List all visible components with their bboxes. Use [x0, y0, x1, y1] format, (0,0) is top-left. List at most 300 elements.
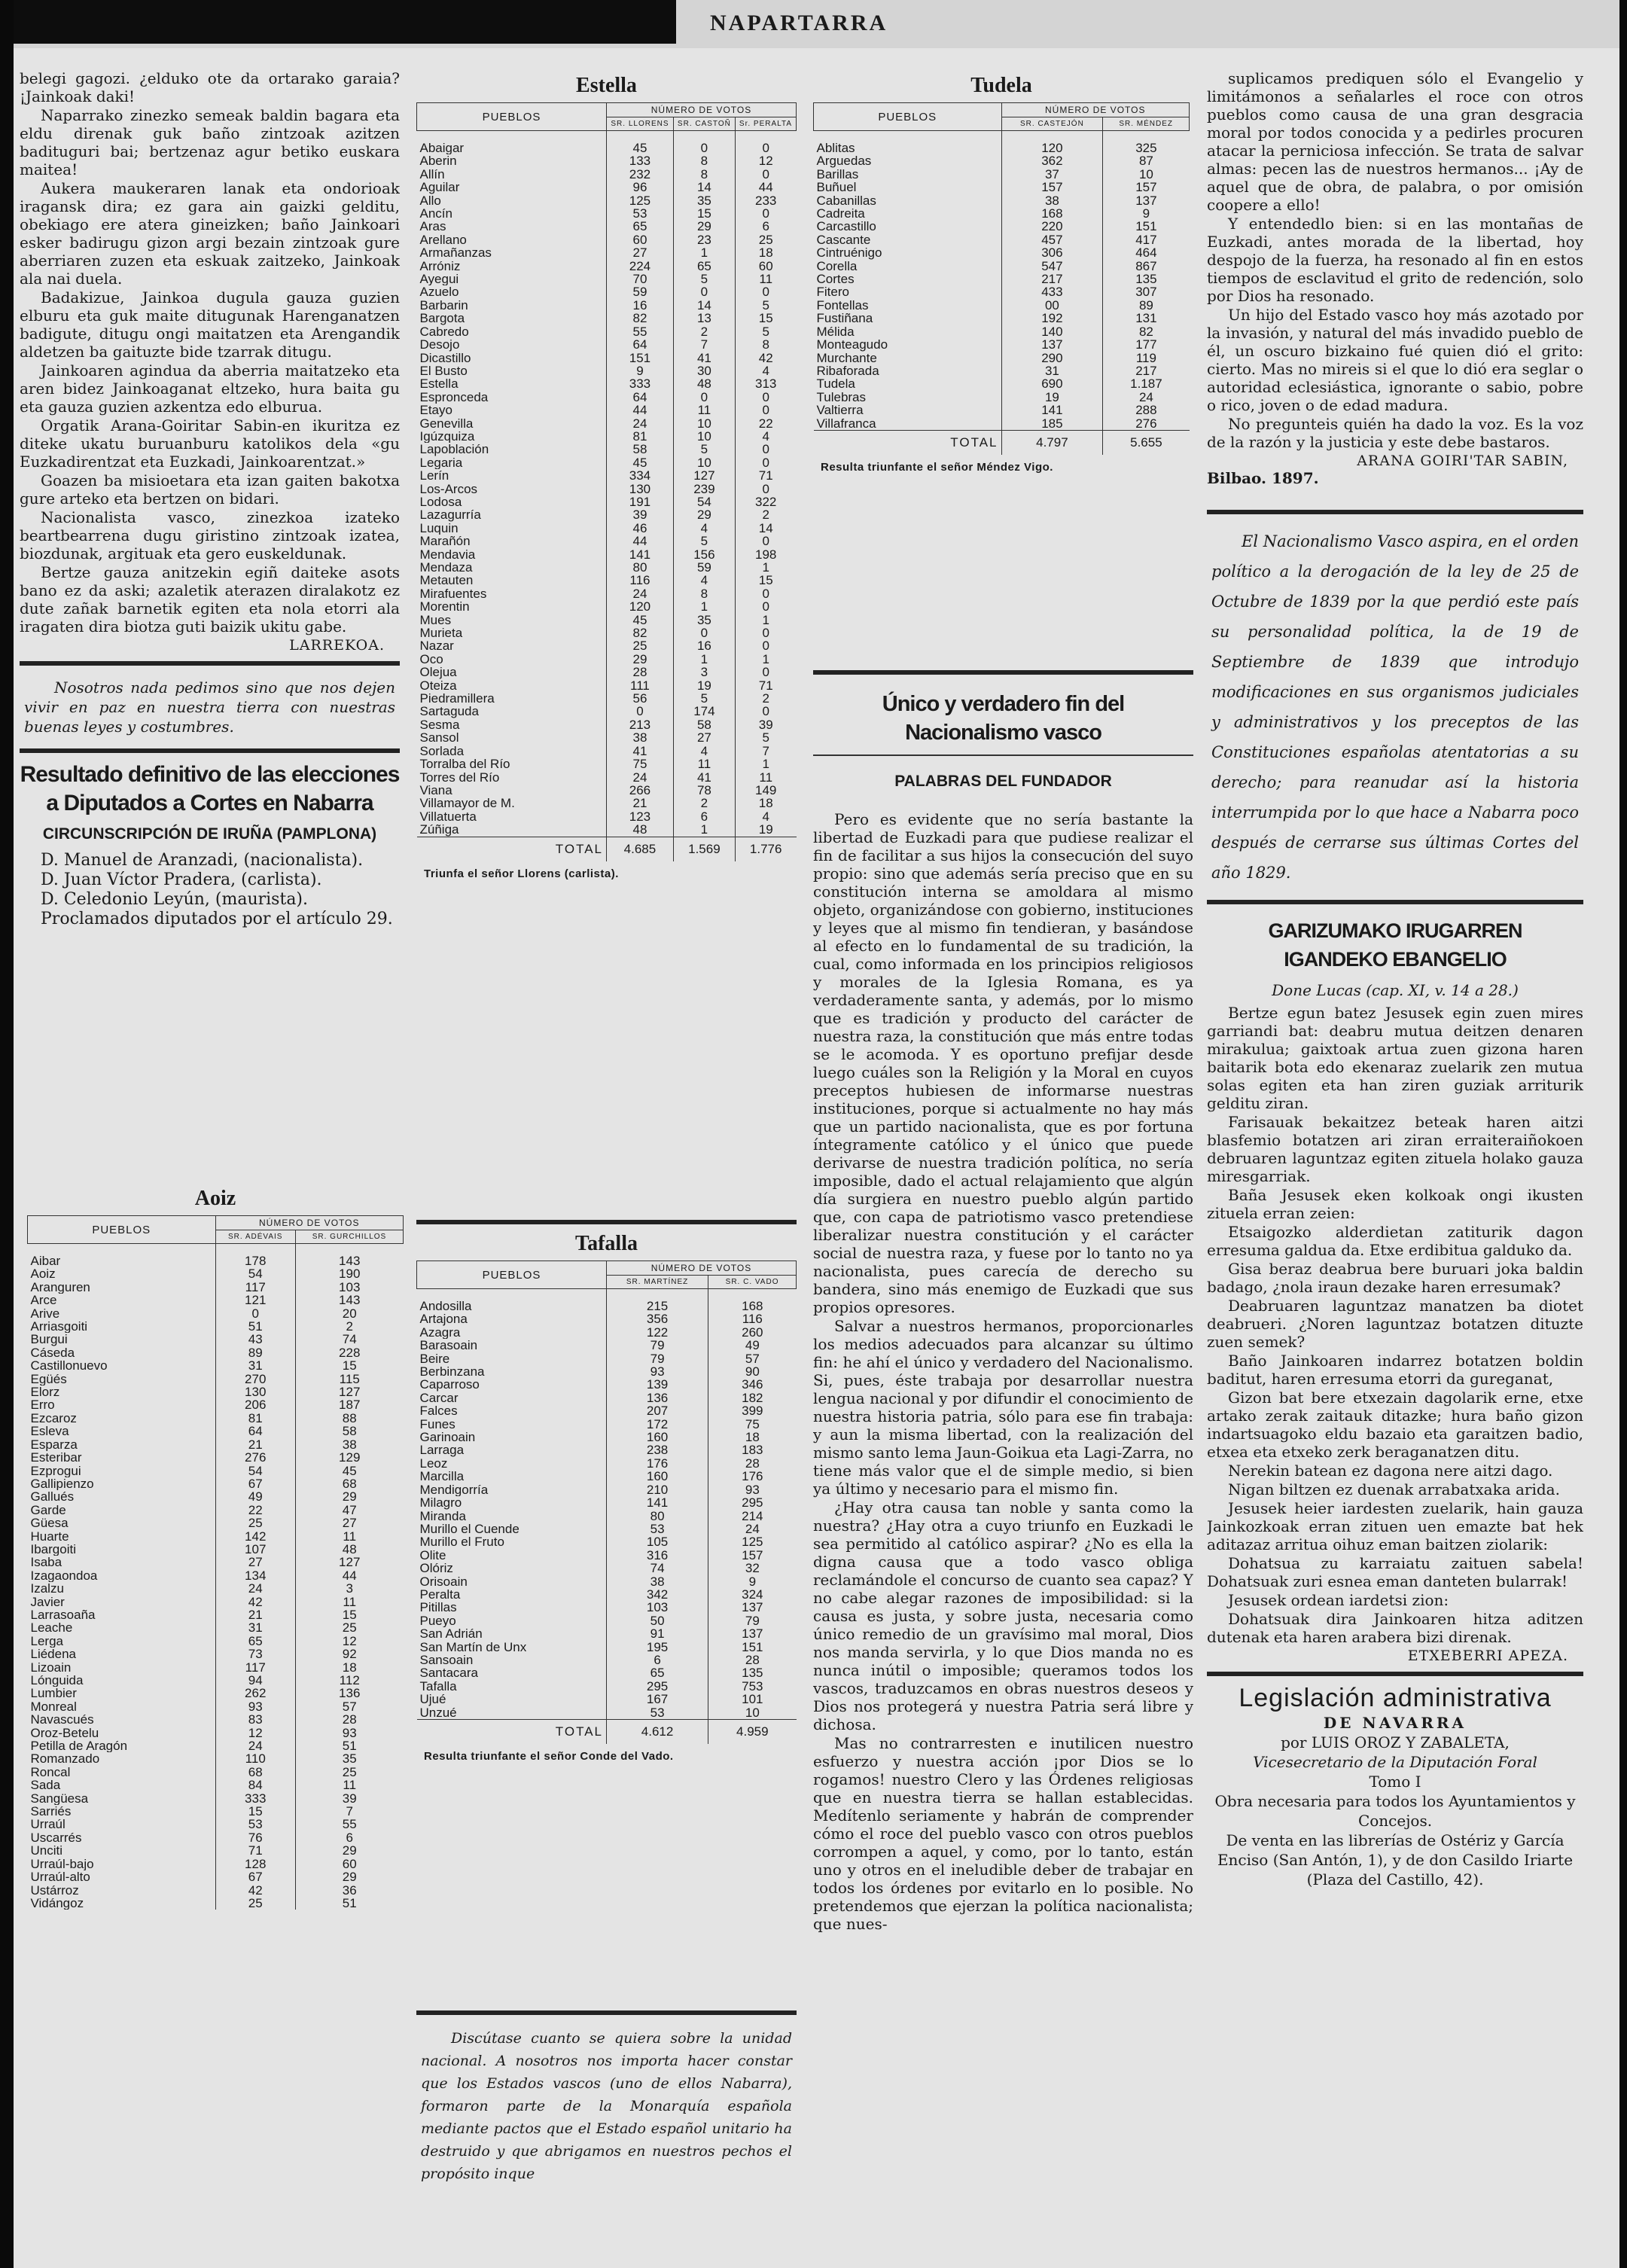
- vote-count: 191: [607, 495, 674, 508]
- vote-count: 168: [1001, 207, 1103, 220]
- table-row: [814, 220, 1190, 233]
- vote-count: 58: [607, 443, 674, 456]
- vote-count: 31: [215, 1359, 295, 1372]
- town-name: Romanzado: [30, 1752, 100, 1766]
- vote-count: 122: [607, 1326, 708, 1339]
- town-name: Cortes: [816, 273, 855, 286]
- town-name: Villatuerta: [419, 809, 477, 824]
- table-row: [417, 1483, 797, 1496]
- town-name: Genevilla: [419, 416, 474, 430]
- vote-count: 224: [607, 260, 674, 273]
- vote-count: 6: [607, 1654, 708, 1666]
- vote-count: 112: [295, 1674, 403, 1687]
- vote-count: 89: [215, 1346, 295, 1359]
- vote-count: 198: [735, 548, 796, 561]
- vote-count: 136: [295, 1687, 403, 1699]
- table-row: [28, 1608, 404, 1621]
- paragraph: Nacionalista vasco, zinezkoa izateko beartbearrena dugu giristino zintzoak izatea, biozdunak, argituak eta gero euskeldunak.: [20, 508, 400, 562]
- vote-count: 15: [735, 312, 796, 325]
- masthead-title: NAPARTARRA: [710, 11, 888, 35]
- table-row: [417, 469, 797, 482]
- town-name: Cabredo: [419, 325, 469, 339]
- vote-count: 58: [673, 718, 735, 731]
- town-name: Liédena: [30, 1648, 77, 1661]
- vote-count: 93: [708, 1483, 797, 1496]
- vote-count: 16: [607, 299, 674, 312]
- table-row: [417, 1470, 797, 1483]
- vote-count: 74: [607, 1562, 708, 1574]
- vote-count: 82: [607, 312, 674, 325]
- town-name: Murchante: [816, 351, 877, 364]
- vote-count: 3: [673, 666, 735, 678]
- vote-count: 24: [607, 771, 674, 784]
- town-name: Sartaguda: [419, 705, 479, 718]
- town-name: Aberin: [419, 154, 457, 168]
- candidate-line: D. Juan Víctor Pradera, (carlista).: [41, 870, 322, 889]
- vote-count: 53: [607, 207, 674, 220]
- town-name: Viana: [419, 783, 452, 797]
- table-row: [417, 522, 797, 535]
- town-name: Oteiza: [419, 678, 457, 693]
- vote-count: 142: [215, 1530, 295, 1543]
- vote-count: 182: [708, 1392, 797, 1404]
- vote-count: 103: [295, 1281, 403, 1294]
- vote-count: 115: [295, 1373, 403, 1385]
- town-name: Barbarin: [419, 298, 468, 312]
- vote-count: 0: [215, 1307, 295, 1320]
- legislation-tomo: Tomo I: [1369, 1773, 1421, 1791]
- vote-count: 6: [735, 220, 796, 233]
- town-name: Burgui: [30, 1333, 68, 1346]
- town-name: Estella: [419, 377, 459, 391]
- arana-signature: ARANA GOIRI'TAR SABIN,: [1357, 453, 1568, 469]
- paragraph: ¿Hay otra causa tan noble y santa como la nuestra? ¿Hay otra a cuyo triunfo en Euzkadi le sea permitido al católico aspirar? ¿No es ella la digna causa que a todo vasco obliga reclamándole el concurso de cuanto sea capaz? Y no cabe alegar razones de imposibilidad: si la causa es justa, y sobre justa, necesaria como único remedio de un gravísimo mal moral, Dios nos manda servirla, y lo que Dios manda no es nunca inútil o imposible; queramos todos los vascos, traduzcamos en obras nuestros deseos y Dios nos protegerá y nuestra Patria será libre y dichosa.: [813, 1498, 1193, 1733]
- town-name: Berbinzana: [419, 1365, 485, 1379]
- town-name: Larrasoaña: [30, 1608, 96, 1622]
- vote-count: 11: [295, 1530, 403, 1543]
- town-name: Sangüesa: [30, 1791, 89, 1806]
- unity-note-text: Discútase cuanto se quiera sobre la unidad nacional. A nosotros nos importa hacer constar que los Estados vascos (uno de ellos Nabarra), formaron parte de la Monarquía española mediante pactos que el Estado español unitario ha destruido y que abrigamos en nuestros pechos el propósito inque: [421, 2030, 792, 2182]
- table-row: [814, 299, 1190, 312]
- vote-count: 176: [607, 1457, 708, 1470]
- vote-count: 2: [735, 508, 796, 521]
- town-name: Piedramillera: [419, 692, 495, 706]
- table-row: [28, 1244, 404, 1268]
- vote-count: 207: [607, 1404, 708, 1417]
- table-row: [814, 273, 1190, 285]
- town-name: Lumbier: [30, 1687, 77, 1700]
- vote-count: 38: [295, 1438, 403, 1451]
- vote-count: 8: [673, 587, 735, 600]
- pueblos-header: PUEBLOS: [814, 103, 1002, 131]
- vote-count: 316: [607, 1549, 708, 1562]
- article-body: [813, 810, 1193, 1933]
- table-row: [417, 1326, 797, 1339]
- aoiz-results: [27, 1182, 404, 2266]
- town-name: Legaria: [419, 456, 463, 470]
- vote-count: 119: [1103, 352, 1190, 364]
- town-name: Navascués: [30, 1713, 94, 1727]
- vote-count: 44: [735, 181, 796, 194]
- vote-count: 14: [673, 181, 735, 194]
- vote-count: 187: [295, 1398, 403, 1411]
- town-name: Buñuel: [816, 181, 857, 194]
- vote-count: 0: [735, 443, 796, 456]
- tafalla-table: [416, 1261, 797, 1744]
- table-row: [28, 1412, 404, 1425]
- vote-count: 307: [1103, 285, 1190, 298]
- paragraph: Gisa beraz deabrua bere buruari joka baldin badago, ¿nola iraun dezake haren erresumak?: [1207, 1260, 1583, 1296]
- table-row: [417, 131, 797, 155]
- vote-count: 110: [215, 1752, 295, 1765]
- total-row: [417, 1720, 797, 1745]
- town-name: Güesa: [30, 1517, 69, 1530]
- vote-count: 27: [295, 1517, 403, 1529]
- estella-title: Estella: [576, 74, 637, 97]
- vote-count: 457: [1001, 233, 1103, 246]
- table-row: [814, 285, 1190, 298]
- town-name: Cadreita: [816, 207, 865, 221]
- town-name: Uscarrés: [30, 1831, 82, 1845]
- vote-count: 75: [607, 758, 674, 770]
- vote-count: 65: [607, 220, 674, 233]
- vote-count: 28: [607, 666, 674, 678]
- vote-count: 36: [295, 1884, 403, 1897]
- vote-count: 5: [673, 535, 735, 547]
- vote-count: 1: [673, 823, 735, 837]
- vote-count: 19: [673, 679, 735, 692]
- table-row: [28, 1569, 404, 1582]
- vote-count: 79: [607, 1352, 708, 1365]
- vote-count: 322: [735, 495, 796, 508]
- section-divider: [1207, 1672, 1583, 1676]
- town-name: Lónguida: [30, 1674, 84, 1687]
- town-name: Roncal: [30, 1765, 71, 1779]
- table-row: [417, 731, 797, 744]
- vote-count: 81: [215, 1412, 295, 1425]
- table-row: [417, 220, 797, 233]
- town-name: San Adrián: [419, 1627, 483, 1641]
- paragraph: Badakizue, Jainkoa dugula gauza guzien elburu eta guk maite ditugunak Harenganatzen badigute, ditugu ongi maitatzen eta Arengandik aldetzen ba gaituzte bide tzarrak ditugu.: [20, 288, 400, 361]
- vote-count: 15: [673, 207, 735, 220]
- legislation-role: Vicesecretario de la Diputación Foral: [1253, 1753, 1537, 1771]
- table-row: [417, 705, 797, 718]
- table-row: [28, 1543, 404, 1556]
- town-name: Izalzu: [30, 1582, 64, 1596]
- vote-count: 20: [295, 1307, 403, 1320]
- paragraph: belegi gagozi. ¿elduko ote da ortarako garaia? ¡Jainkoak daki!: [20, 69, 400, 105]
- vote-count: 334: [607, 469, 674, 482]
- town-name: Isaba: [30, 1556, 62, 1569]
- town-name: Mendaza: [419, 561, 473, 575]
- section-divider: [20, 748, 400, 753]
- town-name: Carcastillo: [816, 220, 876, 233]
- vote-count: 232: [607, 168, 674, 181]
- table-row: [814, 181, 1190, 194]
- vote-count: 54: [215, 1465, 295, 1477]
- table-row: [28, 1490, 404, 1503]
- paragraph: Farisauak bekaitzez beteak haren aitzi blasfemio botatzen ari ziran erraiteraiñokoen debruaren laguntzaz egiten zituela holako gauza miresgarriak.: [1207, 1113, 1583, 1185]
- vote-count: 24: [607, 587, 674, 600]
- gospel-headline: GARIZUMAKO IRUGARREN IGANDEKO EBANGELIO: [1268, 919, 1522, 971]
- town-name: Esparza: [30, 1437, 78, 1452]
- total-label: TOTAL: [814, 430, 1002, 455]
- masthead: [14, 0, 1619, 48]
- vote-count: 24: [215, 1582, 295, 1595]
- vote-count: 260: [708, 1326, 797, 1339]
- vote-count: 9: [1103, 207, 1190, 220]
- table-row: [28, 1556, 404, 1568]
- table-row: [417, 483, 797, 495]
- vote-count: 4: [735, 364, 796, 377]
- town-name: Peralta: [419, 1587, 461, 1602]
- vote-count: 43: [215, 1333, 295, 1346]
- town-name: Leache: [30, 1621, 73, 1635]
- paragraph: Jesusek heier iardesten zuelarik, hain gauza Jainkozkoak erran zituen uen emazte bat hek aditazaz arritua oihuz eman baitzen ziolarik:: [1207, 1499, 1583, 1553]
- table-row: [417, 771, 797, 784]
- town-name: Unzué: [419, 1706, 457, 1720]
- vote-count: 141: [607, 548, 674, 561]
- town-name: Barillas: [816, 167, 859, 181]
- vote-count: 210: [607, 1483, 708, 1496]
- vote-count: 128: [215, 1858, 295, 1870]
- town-name: Marcilla: [419, 1470, 465, 1483]
- table-row: [28, 1504, 404, 1517]
- table-row: [417, 417, 797, 430]
- vote-count: 16: [673, 639, 735, 652]
- table-row: [417, 1365, 797, 1378]
- vote-count: 5: [735, 325, 796, 338]
- column-basque-article: [20, 69, 400, 1191]
- table-row: [417, 1378, 797, 1391]
- town-name: Arive: [30, 1306, 60, 1321]
- table-row: [417, 1614, 797, 1627]
- town-name: Metauten: [419, 574, 474, 587]
- vote-count: 27: [215, 1556, 295, 1568]
- vote-count: 65: [215, 1635, 295, 1648]
- vote-count: 47: [295, 1504, 403, 1517]
- table-row: [814, 404, 1190, 416]
- vote-count: 80: [607, 1510, 708, 1523]
- vote-count: 25: [735, 233, 796, 246]
- vote-count: 121: [215, 1294, 295, 1306]
- paragraph: Salvar a nuestros hermanos, proporcionarles los medios adecuados para alcanzar su último fin: he ahí el único y verdadero del Nacionalismo. Si, pues, éste trabaja por desarrollar nuestra lengua nacional y por difundir el conocimiento de nuestra historia patria, sólo para ese fin trabaja: y aun la misma libertad, con la realización del mismo santo lema Jaun-Goikua eta Lagi-Zarra, no tiene más valor que el de simple medio, si bien ya último y necesario para el mismo fin.: [813, 1317, 1193, 1498]
- total-value: 4.685: [607, 837, 674, 861]
- vote-count: 38: [1001, 194, 1103, 207]
- table-row: [28, 1267, 404, 1280]
- town-name: Funes: [419, 1417, 455, 1431]
- article-headline: Único y verdadero fin del Nacionalismo vasco: [882, 692, 1125, 745]
- vote-count: 134: [215, 1569, 295, 1582]
- vote-count: 288: [1103, 404, 1190, 416]
- town-name: Ancín: [419, 207, 452, 221]
- vote-count: 295: [607, 1680, 708, 1693]
- vote-count: 2: [673, 325, 735, 338]
- paragraph: Dohatsuak dira Jainkoaren hitza aditzen dutenak eta haren arabera bizi direnak.: [1207, 1610, 1583, 1646]
- table-row: [417, 587, 797, 600]
- vote-count: 35: [673, 194, 735, 207]
- vote-count: 59: [673, 561, 735, 574]
- town-name: Lizoain: [30, 1660, 72, 1674]
- section-divider: [1207, 510, 1583, 514]
- vote-count: 356: [607, 1312, 708, 1325]
- town-name: Unciti: [30, 1844, 63, 1858]
- table-row: [417, 1641, 797, 1654]
- town-name: Ujué: [419, 1693, 446, 1706]
- vote-count: 228: [295, 1346, 403, 1359]
- vote-count: 7: [673, 338, 735, 351]
- masthead-dark-band: [14, 0, 676, 44]
- vote-count: 00: [1001, 299, 1103, 312]
- vote-count: 127: [295, 1556, 403, 1568]
- table-row: [417, 797, 797, 809]
- town-name: Carcar: [419, 1391, 459, 1405]
- vote-count: 41: [673, 352, 735, 364]
- table-row: [28, 1385, 404, 1398]
- candidate-header: SR. LLORENS: [607, 117, 674, 131]
- vote-count: 71: [735, 679, 796, 692]
- table-row: [814, 312, 1190, 325]
- table-row: [28, 1897, 404, 1910]
- town-name: Allo: [419, 194, 441, 208]
- town-name: Urraúl: [30, 1818, 66, 1831]
- table-row: [417, 1706, 797, 1720]
- table-row: [417, 600, 797, 613]
- vote-count: 137: [708, 1601, 797, 1614]
- candidate-header: SR. GURCHILLOS: [295, 1230, 403, 1244]
- vote-count: 2: [673, 797, 735, 809]
- vote-count: 217: [1001, 273, 1103, 285]
- town-name: Leoz: [419, 1456, 448, 1471]
- table-row: [814, 131, 1190, 155]
- town-name: Ibargoiti: [30, 1542, 76, 1556]
- vote-count: 21: [215, 1608, 295, 1621]
- vote-count: 18: [735, 797, 796, 809]
- legislation-author: por LUIS OROZ Y ZABALETA,: [1281, 1733, 1510, 1751]
- vote-count: 101: [708, 1693, 797, 1706]
- vote-count: 4: [735, 430, 796, 443]
- vote-count: 24: [1103, 391, 1190, 404]
- vote-count: 28: [708, 1457, 797, 1470]
- vote-count: 0: [735, 483, 796, 495]
- vote-count: 0: [673, 131, 735, 155]
- table-row: [417, 548, 797, 561]
- paragraph: Naparrako zinezko semeak baldin bagara eta eldu direnak guk baño zintzoak azitzen badituguri bai; bertzenaz agur betiko euskara maitea!: [20, 106, 400, 178]
- vote-count: 5: [673, 692, 735, 705]
- tafalla-results: [416, 1212, 797, 1980]
- town-name: Arriasgoiti: [30, 1320, 88, 1334]
- table-row: [28, 1582, 404, 1595]
- vote-count: 295: [708, 1496, 797, 1509]
- legislation-sale-points: De venta en las librerías de Ostériz y García Enciso (San Antón, 1), y de don Casildo Iriarte (Plaza del Castillo, 42).: [1217, 1831, 1574, 1888]
- vote-count: 24: [607, 417, 674, 430]
- table-row: [28, 1477, 404, 1490]
- table-row: [417, 1404, 797, 1417]
- vote-count: 81: [607, 430, 674, 443]
- table-row: [28, 1320, 404, 1333]
- vote-count: 60: [295, 1858, 403, 1870]
- town-name: Tafalla: [419, 1679, 457, 1693]
- town-name: Cascante: [816, 233, 871, 247]
- town-name: Milagro: [419, 1496, 462, 1510]
- table-row: [417, 1392, 797, 1404]
- table-row: [28, 1648, 404, 1660]
- vote-count: 137: [1103, 194, 1190, 207]
- table-row: [28, 1373, 404, 1385]
- vote-count: 55: [607, 325, 674, 338]
- vote-count: 6: [295, 1831, 403, 1844]
- town-name: Aoiz: [30, 1267, 56, 1281]
- vote-count: 68: [215, 1766, 295, 1779]
- vote-count: 137: [708, 1627, 797, 1640]
- vote-count: 23: [673, 233, 735, 246]
- vote-count: 0: [735, 705, 796, 718]
- paragraph: Nigan biltzen ez duenak arrabatxaka arida.: [1228, 1480, 1560, 1498]
- candidate-header: SR. CASTEJÓN: [1001, 117, 1103, 131]
- table-row: [814, 154, 1190, 167]
- vote-count: 149: [735, 784, 796, 797]
- circumscription-heading: CIRCUNSCRIPCIÓN DE IRUÑA (PAMPLONA): [42, 825, 377, 843]
- vote-count: 5: [735, 731, 796, 744]
- candidate-header: SR. MÉNDEZ: [1103, 117, 1190, 131]
- vote-count: 233: [735, 194, 796, 207]
- vote-count: 4: [673, 745, 735, 758]
- table-row: [28, 1858, 404, 1870]
- vote-count: 29: [673, 220, 735, 233]
- town-name: San Martín de Unx: [419, 1640, 527, 1654]
- town-name: Ezprogui: [30, 1464, 81, 1477]
- elections-headline: Resultado definitivo de las elecciones a Diputados a Cortes en Nabarra: [20, 762, 400, 815]
- total-value: 1.776: [735, 837, 796, 861]
- vote-count: 11: [673, 758, 735, 770]
- table-row: [417, 495, 797, 508]
- vote-count: 44: [607, 404, 674, 416]
- vote-count: 215: [607, 1289, 708, 1313]
- vote-count: 44: [607, 535, 674, 547]
- vote-count: 25: [295, 1621, 403, 1634]
- vote-count: 18: [735, 246, 796, 259]
- table-row: [417, 181, 797, 194]
- vote-count: 12: [215, 1727, 295, 1739]
- vote-count: 135: [1103, 273, 1190, 285]
- town-name: Ribaforada: [816, 364, 879, 378]
- vote-count: 35: [673, 614, 735, 626]
- town-name: Valtierra: [816, 404, 864, 417]
- town-name: Falces: [419, 1404, 458, 1418]
- votes-header: NÚMERO DE VOTOS: [215, 1216, 404, 1230]
- vote-count: 133: [607, 154, 674, 167]
- vote-count: 74: [295, 1333, 403, 1346]
- vote-count: 214: [708, 1510, 797, 1523]
- vote-count: 92: [295, 1648, 403, 1660]
- vote-count: 57: [295, 1700, 403, 1713]
- town-name: Ustárroz: [30, 1883, 79, 1897]
- vote-count: 64: [607, 338, 674, 351]
- vote-count: 160: [607, 1431, 708, 1443]
- vote-count: 15: [295, 1359, 403, 1372]
- table-row: [28, 1687, 404, 1699]
- vote-count: 129: [295, 1451, 403, 1464]
- vote-count: 10: [673, 417, 735, 430]
- vote-count: 306: [1001, 246, 1103, 259]
- town-name: Espronceda: [419, 390, 489, 404]
- town-name: Sada: [30, 1779, 61, 1792]
- vote-count: 206: [215, 1398, 295, 1411]
- town-name: Bargota: [419, 312, 465, 325]
- vote-count: 168: [708, 1289, 797, 1313]
- table-row: [417, 810, 797, 823]
- aoiz-table: [27, 1215, 404, 1910]
